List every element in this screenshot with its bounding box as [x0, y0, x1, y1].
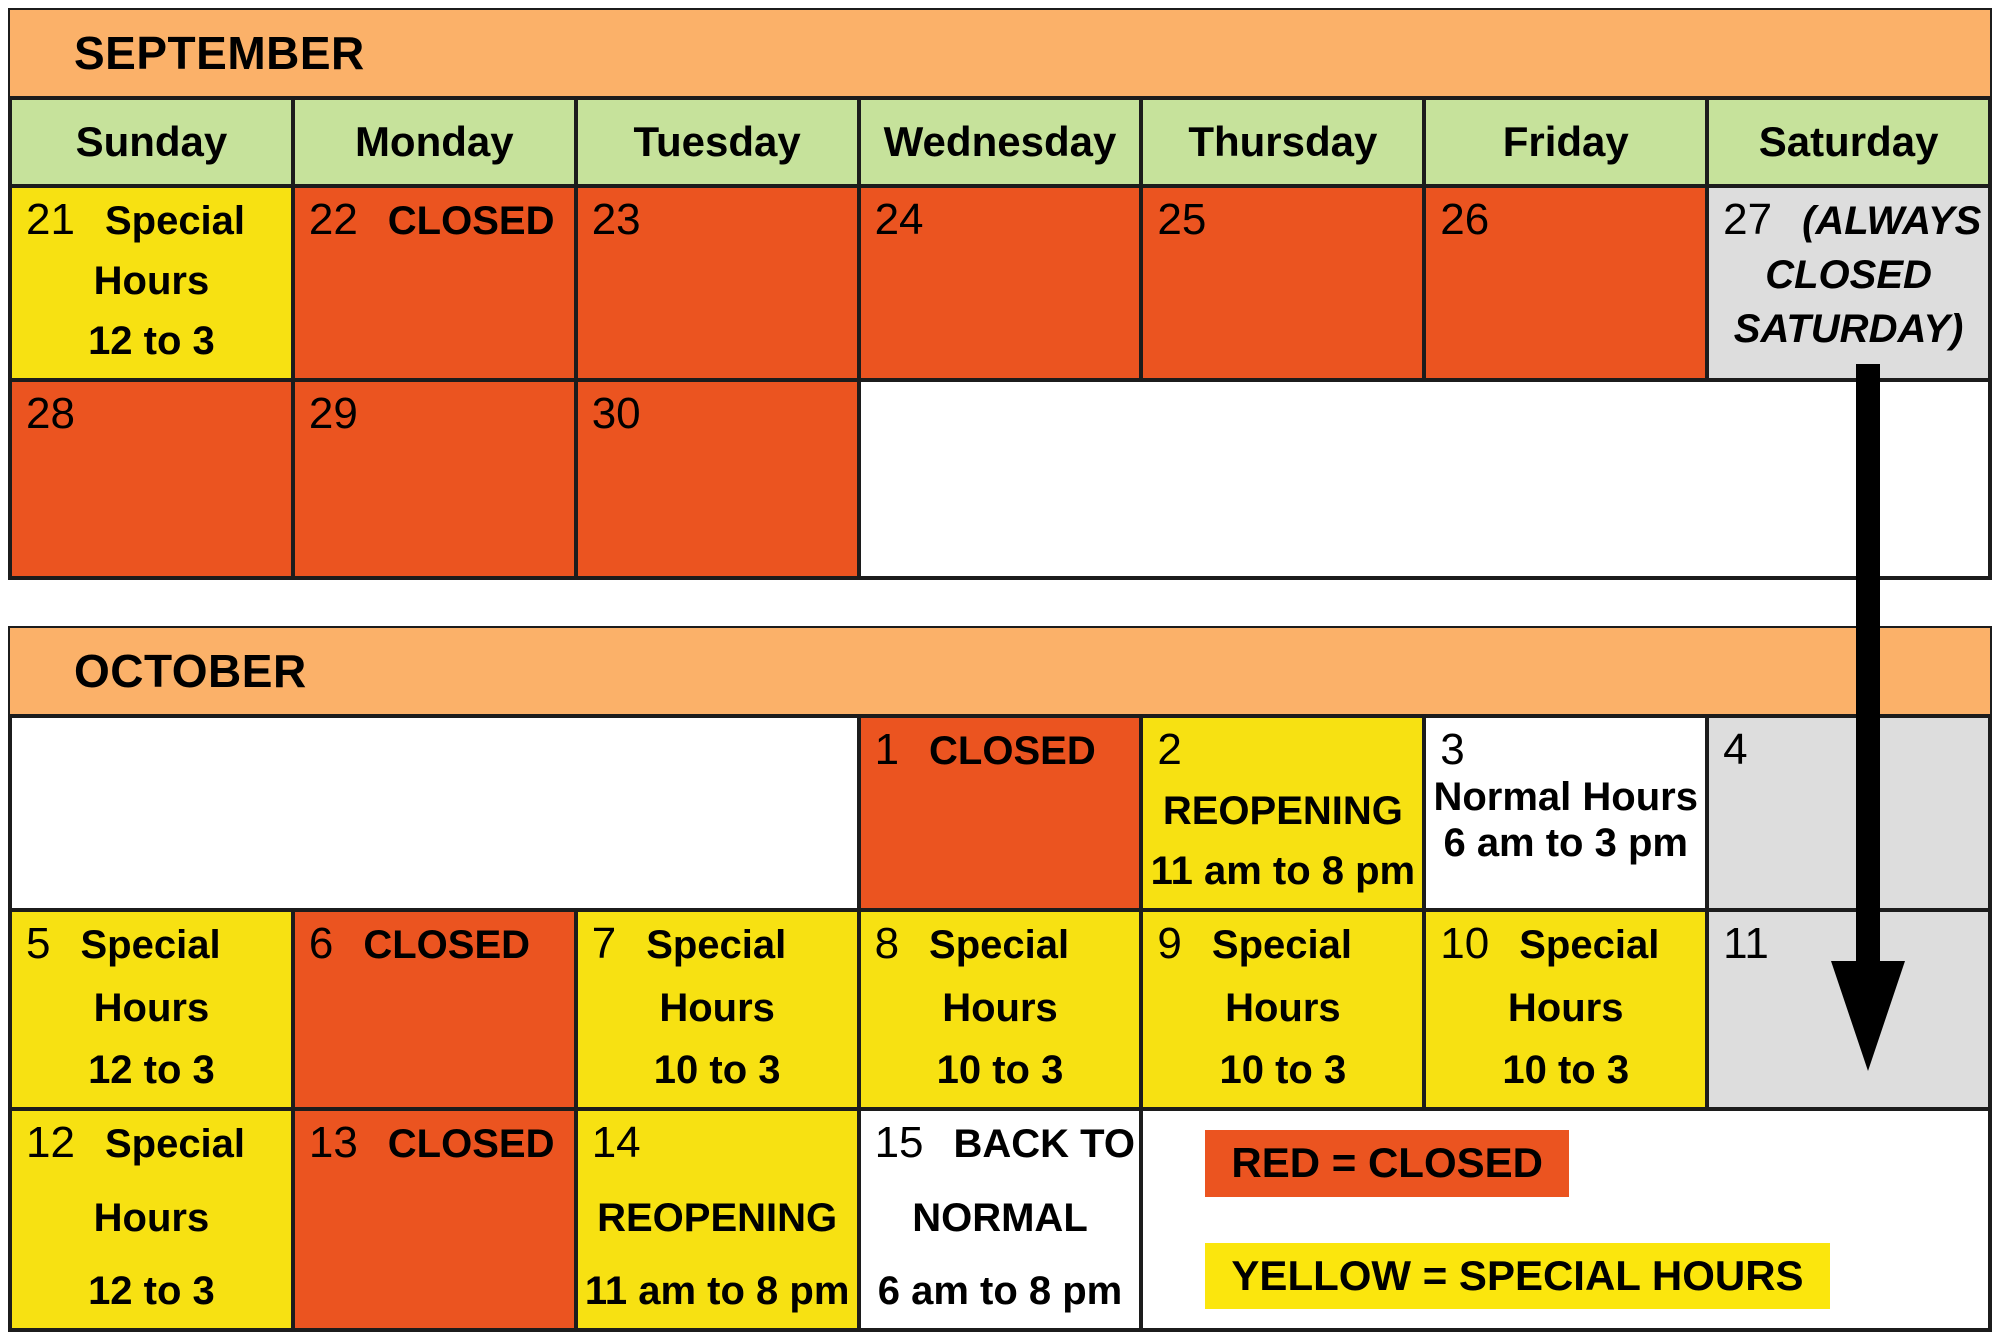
day-number: 30 [591, 389, 641, 438]
day-number: 26 [1440, 195, 1490, 244]
day-number: 14 [591, 1118, 641, 1167]
oct-4-always-closed-cell [1707, 716, 1990, 910]
oct-11-always-closed-cell [1707, 910, 1990, 1109]
day-header-thursday: Thursday [1141, 98, 1424, 186]
oct-5-special-hours-cell: 5 Special Hours 12 to 3 [10, 910, 293, 1109]
day-number: 25 [1157, 195, 1207, 244]
sept-30-closed-cell [576, 380, 859, 578]
day-number: 15 [874, 1118, 924, 1167]
day-number: 4 [1723, 725, 1748, 774]
october-header [10, 628, 1990, 716]
oct-2-reopening-cell: 2 REOPENING 11 am to 8 pm [1141, 716, 1424, 910]
oct-3-normal-hours-cell: 3 Normal Hours 6 am to 3 pm [1424, 716, 1707, 910]
day-number: 28 [26, 389, 75, 438]
september-title: SEPTEMBER [74, 27, 365, 79]
october-grid [10, 716, 1990, 1330]
day-header-tuesday: Tuesday [576, 98, 859, 186]
day-number: 9 [1157, 919, 1182, 968]
day-header-wednesday: Wednesday [859, 98, 1142, 186]
september-grid [10, 98, 1990, 578]
day-header-saturday: Saturday [1707, 98, 1990, 186]
oct-10-special-hours-cell: 10 Special Hours 10 to 3 [1424, 910, 1707, 1109]
oct-7-special-hours-cell: 7 Special Hours 10 to 3 [576, 910, 859, 1109]
day-number: 23 [591, 195, 641, 244]
oct-12-special-hours-cell: 12 Special Hours 12 to 3 [10, 1109, 293, 1330]
legend [1141, 1109, 1990, 1330]
day-number: 2 [1157, 725, 1182, 774]
day-number: 13 [308, 1118, 358, 1167]
october-month [8, 626, 1992, 1332]
sept-26-closed-cell [1424, 186, 1707, 380]
september-month [8, 8, 1992, 580]
day-number: 8 [874, 919, 900, 968]
oct-6-closed-cell: 6 CLOSED [293, 910, 576, 1109]
day-number: 3 [1440, 725, 1465, 774]
oct-13-closed-cell: 13 CLOSED [293, 1109, 576, 1330]
legend-yellow-chip: YELLOW = SPECIAL HOURS [1205, 1243, 1829, 1309]
day-number: 7 [591, 919, 617, 968]
sept-22-closed-cell: 22 CLOSED [293, 186, 576, 380]
day-number: 10 [1440, 919, 1490, 968]
oct-15-back-to-normal-cell: 15 BACK TO NORMAL 6 am to 8 pm [859, 1109, 1142, 1330]
october-title: OCTOBER [74, 645, 307, 697]
sept-23-closed-cell [576, 186, 859, 380]
oct-8-special-hours-cell: 8 Special Hours 10 to 3 [859, 910, 1142, 1109]
day-header-sunday: Sunday [10, 98, 293, 186]
day-number: 21 [26, 195, 75, 244]
oct-empty-region [10, 716, 859, 910]
day-number: 29 [308, 389, 358, 438]
sept-21-special-hours-cell: 21 Special Hours 12 to 3 [10, 186, 293, 380]
sept-empty-region [859, 380, 1990, 578]
day-number: 5 [26, 919, 51, 968]
day-number: 24 [874, 195, 924, 244]
september-header [10, 10, 1990, 98]
legend-red-chip: RED = CLOSED [1205, 1130, 1569, 1196]
day-header-friday: Friday [1424, 98, 1707, 186]
day-number: 27 [1723, 195, 1773, 244]
day-number: 22 [308, 195, 358, 244]
sept-25-closed-cell [1141, 186, 1424, 380]
sept-29-closed-cell [293, 380, 576, 578]
day-number: 6 [308, 919, 334, 968]
sept-24-closed-cell [859, 186, 1142, 380]
day-number: 12 [26, 1118, 75, 1167]
sept-27-always-closed-cell: 27 (ALWAYS CLOSED SATURDAY) [1707, 186, 1990, 380]
day-header-monday: Monday [293, 98, 576, 186]
oct-1-closed-cell: 1 CLOSED [859, 716, 1142, 910]
oct-9-special-hours-cell: 9 Special Hours 10 to 3 [1141, 910, 1424, 1109]
day-number: 1 [874, 725, 900, 774]
sept-28-closed-cell [10, 380, 293, 578]
oct-14-reopening-cell: 14 REOPENING 11 am to 8 pm [576, 1109, 859, 1330]
day-number: 11 [1723, 919, 1769, 968]
